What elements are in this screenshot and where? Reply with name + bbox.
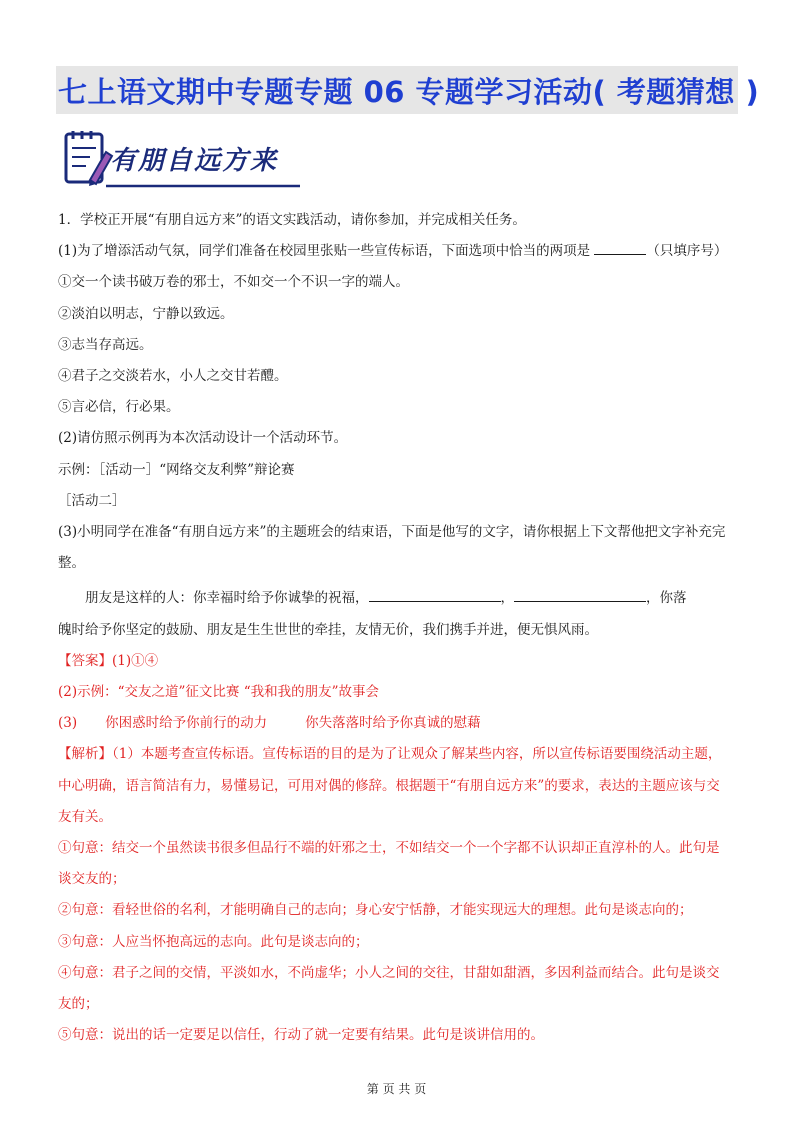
answer-blank: [514, 585, 646, 602]
activity-2-label: ［活动二］: [58, 492, 126, 509]
passage-line-1: 朋友是这样的人：你幸福时给予你诚挚的祝福， ， ，你落: [58, 583, 738, 614]
analysis-line-1: 【解析】（1）本题考查宣传标语。宣传标语的目的是为了让观众了解某些内容，所以宣传标语要围绕活动主题，: [58, 746, 722, 763]
analysis-option-5: ⑤句意：说出的话一定要足以信任，行动了就一定要有结果。此句是谈讲信用的。: [58, 1027, 544, 1044]
section-banner: [60, 128, 305, 190]
document-body: [58, 205, 738, 1051]
page-title: 七上语文期中专题专题 06 专题学习活动( 考题猜想 ): [58, 74, 760, 109]
answer-2: (2)示例：“交友之道”征文比赛 “我和我的朋友”故事会: [58, 684, 380, 701]
question-3-line-2: 整。: [58, 555, 85, 572]
answer-blank: [369, 585, 501, 602]
analysis-line-2: 中心明确，语言简洁有力，易懂易记，可用对偶的修辞。根据题干“有朋自远方来”的要求，表达的主题应该与交: [58, 777, 720, 794]
analysis-option-1-line-1: ①句意：结交一个虽然读书很多但品行不端的奸邪之士，不如结交一个一个字都不认识却正直淳朴的人。此句是: [58, 840, 720, 857]
question-intro: 1．学校正开展“有朋自远方来”的语文实践活动，请你参加，并完成相关任务。: [58, 212, 526, 228]
question-1: (1)为了增添活动气氛，同学们准备在校园里张贴一些宣传标语，下面选项中恰当的两项是 （只填序号）: [58, 236, 738, 267]
analysis-option-1-line-2: 谈交友的；: [58, 871, 126, 888]
analysis-option-3: ③句意：人应当怀抱高远的志向。此句是谈志向的；: [58, 933, 369, 950]
banner-title: 有朋自远方来: [110, 146, 279, 176]
example-line: 示例：［活动一］“网络交友利弊”辩论赛: [58, 461, 295, 478]
analysis-label: 【解析】: [58, 746, 112, 763]
title-bar: [56, 66, 760, 114]
option-4: ④君子之交淡若水，小人之交甘若醴。: [58, 368, 288, 385]
analysis-line-3: 友有关。: [58, 808, 112, 825]
answer-label: 【答案】: [58, 652, 112, 669]
analysis-option-4-line-1: ④句意：君子之间的交情，平淡如水，不尚虚华；小人之间的交往，甘甜如甜酒，多因利益而结合。此句是谈交: [58, 964, 720, 981]
answer-1: 【答案】(1)①④: [58, 652, 159, 669]
question-2: (2)请仿照示例再为本次活动设计一个活动环节。: [58, 430, 348, 447]
answer-3: (3) 你困惑时给予你前行的动力 你失落落时给予你真诚的慰藉: [58, 715, 481, 732]
page-footer: 第 页 共 页: [366, 1082, 427, 1096]
analysis-option-4-line-2: 友的；: [58, 996, 99, 1013]
analysis-option-2: ②句意：看轻世俗的名利，才能明确自己的志向；身心安宁恬静，才能实现远大的理想。此句是谈志向的；: [58, 902, 693, 919]
option-3: ③志当存高远。: [58, 336, 153, 353]
passage-line-2: 魄时给予你坚定的鼓励、朋友是生生世世的牵挂，友情无价，我们携手并进，便无惧风雨。: [58, 621, 598, 638]
option-5: ⑤言必信，行必果。: [58, 399, 180, 416]
question-3-line-1: (3)小明同学在准备“有朋自远方来”的主题班会的结束语，下面是他写的文字，请你根据上下文帮他把文字补充完: [58, 524, 726, 541]
option-1: ①交一个读书破万卷的邪士，不如交一个不识一字的端人。: [58, 274, 409, 291]
answer-blank: [594, 238, 646, 255]
option-2: ②淡泊以明志，宁静以致远。: [58, 305, 234, 322]
